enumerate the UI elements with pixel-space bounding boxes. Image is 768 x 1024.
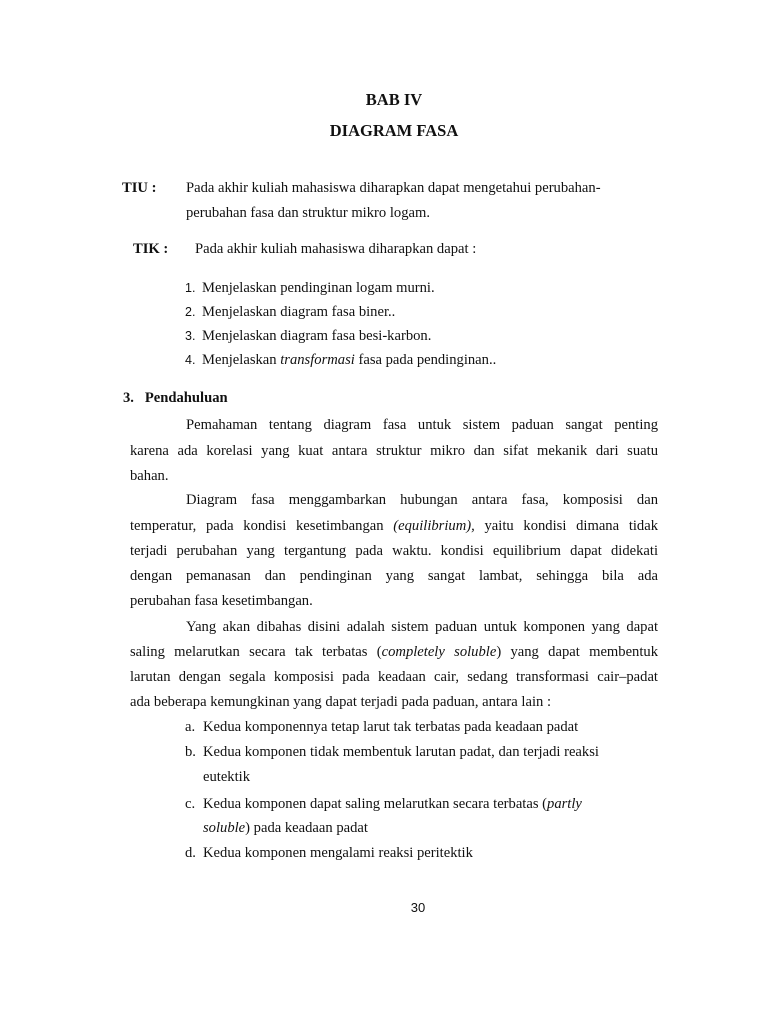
list-marker: d. [185,845,196,861]
emphasis-text: completely soluble [381,644,497,660]
list-number: 3. [185,329,196,343]
paragraph-2-line-5: perubahan fasa kesetimbangan. [130,593,313,609]
paragraph-3-line-3: larutan dengan segala komposisi pada keadaan cair, sedang transformasi cair–padat [130,669,658,685]
emphasis-text: transformasi [280,352,355,368]
list-text: Kedua komponen tidak membentuk larutan padat, dan terjadi reaksi [203,744,599,760]
list-text: Kedua komponen mengalami reaksi peritektik [203,845,473,861]
emphasis-text: soluble [203,820,246,836]
section-heading: 3. Pendahuluan [123,390,228,406]
list-text: Menjelaskan diagram fasa besi-karbon. [202,328,432,344]
list-marker: a. [185,719,196,735]
paragraph-3-line-4: ada beberapa kemungkinan yang dapat terjadi pada paduan, antara lain : [130,694,552,710]
tiu-text-line-2: perubahan fasa dan struktur mikro logam. [186,205,430,221]
list-text: Menjelaskan diagram fasa biner.. [202,304,396,320]
list-text-continuation: soluble) pada keadaan padat [203,820,368,836]
paragraph-2-line-3: terjadi perubahan yang tergantung pada waktu. kondisi equilibrium dapat didekati [130,543,658,559]
tiu-text-line-1: Pada akhir kuliah mahasiswa diharapkan dapat mengetahui perubahan- [186,180,601,196]
page-title: DIAGRAM FASA [329,121,459,140]
list-text-continuation: eutektik [203,769,251,785]
list-text: Menjelaskan transformasi fasa pada pendinginan.. [202,352,497,368]
paragraph-1-line-1: Pemahaman tentang diagram fasa untuk sistem paduan sangat penting [186,417,658,433]
chapter-label: BAB IV [365,90,423,109]
paragraph-1-line-3: bahan. [130,468,169,484]
list-text: Kedua komponen dapat saling melarutkan secara terbatas (partly [203,796,582,812]
list-marker: b. [185,744,196,760]
list-text: Kedua komponennya tetap larut tak terbatas pada keadaan padat [203,719,579,735]
page-number: 30 [410,900,426,915]
list-marker: c. [185,796,196,812]
tik-intro: Pada akhir kuliah mahasiswa diharapkan dapat : [195,241,477,257]
paragraph-3-line-2: saling melarutkan secara tak terbatas (completely soluble) yang dapat membentuk [130,644,658,660]
list-number: 4. [185,353,196,367]
tik-label: TIK : [133,241,169,257]
paragraph-2-line-2: temperatur, pada kondisi kesetimbangan (equilibrium), yaitu kondisi dimana tidak [130,518,658,534]
emphasis-text: (equilibrium), [393,518,475,534]
list-number: 1. [185,281,196,295]
paragraph-2-line-4: dengan pemanasan dan pendinginan yang sangat lambat, sehingga bila ada [130,568,658,584]
emphasis-text: partly [547,796,582,812]
paragraph-2-line-1: Diagram fasa menggambarkan hubungan antara fasa, komposisi dan [186,492,658,508]
list-text: Menjelaskan pendinginan logam murni. [202,280,435,296]
paragraph-3-line-1: Yang akan dibahas disini adalah sistem paduan untuk komponen yang dapat [186,619,658,635]
paragraph-1-line-2: karena ada korelasi yang kuat antara struktur mikro dan sifat mekanik dari suatu [130,443,658,459]
list-number: 2. [185,305,196,319]
tiu-label: TIU : [122,180,157,196]
